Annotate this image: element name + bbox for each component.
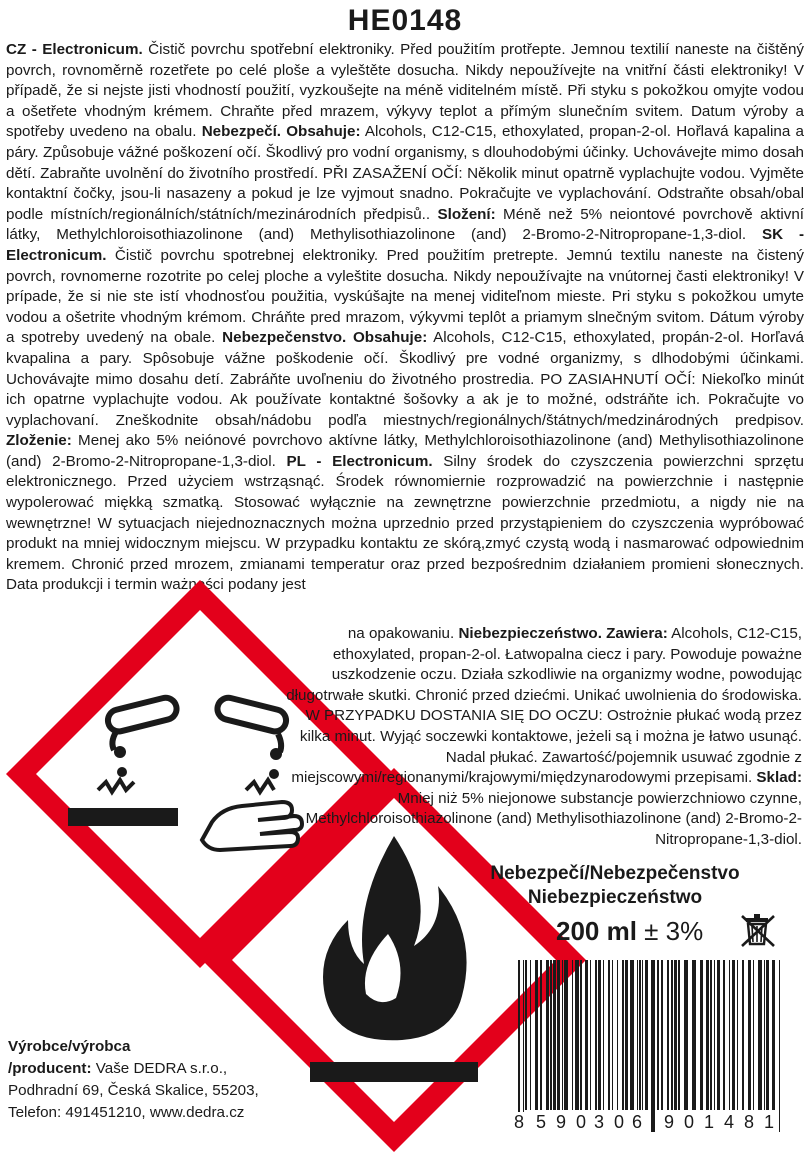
- barcode: [512, 960, 790, 1132]
- volume-value: 200 ml: [556, 916, 637, 946]
- main-text-2: Méně než 5% neiontové povrchově aktivní látky, Methylchloroisothiazolinone (and) Methylisothiazolinone (and) 2-Bromo-2-Nitropropane-1,3-diol.: [6, 205, 804, 244]
- barcode-bar: [661, 960, 663, 1110]
- right-text-1: Alcohols, C12-C15, ethoxylated, propan-2-ol. Łatwopalna ciecz i pary. Powoduje poważne uszkodzenie oczu. Działa szkodliwie na organizmy wodne, powodując długotrwałe skutki. Chronić przed dziećmi. Unikać uwolnienia do środowiska. W PRZYPADKU DOSTANIA SIĘ DO OCZU: Ostrożnie płukać wodą przez kilka minut. Wyjąć soczewki kontaktowe, jeżeli są i można je łatwo usunąć. Nadal płukać. Zawartość/pojemnik usuwać zgodnie z miejscowymi/regionanymi/krajowymi/międzynarodowymi przepisami.: [286, 625, 802, 787]
- barcode-bar: [598, 960, 601, 1110]
- barcode-bar: [550, 960, 552, 1110]
- right-text-0: na opakowaniu.: [347, 625, 459, 642]
- main-instructions-text: [6, 40, 804, 596]
- barcode-bar: [642, 960, 643, 1110]
- barcode-digit: 9: [555, 1112, 567, 1132]
- barcode-bar: [562, 960, 563, 1110]
- barcode-bar: [630, 960, 634, 1110]
- barcode-digit: 4: [723, 1112, 735, 1132]
- barcode-bar: [706, 960, 709, 1110]
- barcode-bar: [657, 960, 659, 1110]
- right-bold-2: Sklad:: [756, 769, 802, 787]
- barcode-bar: [753, 960, 754, 1110]
- producer-label-2: /producent:: [8, 1060, 92, 1077]
- barcode-bar: [678, 960, 680, 1110]
- barcode-bar: [764, 960, 765, 1110]
- barcode-digit: 3: [593, 1112, 605, 1132]
- barcode-bar: [622, 960, 624, 1110]
- barcode-bar: [723, 960, 725, 1110]
- main-text-5: Menej ako 5% neiónové povrchovo aktívne látky, Methylchloroisothiazolinone (and) Methylisothiazolinone (and) 2-Bromo-2-Nitropropane-1,3-diol.: [6, 432, 804, 470]
- barcode-bar: [766, 960, 769, 1110]
- main-bold-0: CZ - Electronicum.: [6, 41, 143, 58]
- barcode-bar: [585, 960, 588, 1110]
- barcode-digit: 6: [631, 1112, 643, 1132]
- right-bold-1: Niebezpieczeństwo. Zawiera:: [458, 625, 668, 642]
- barcode-bar: [608, 960, 610, 1110]
- main-text-1: Alcohols, C12-C15, ethoxylated, propan-2-ol. Hořlavá kapalina a páry. Způsobuje vážné poškození očí. Škodlivý pro vodní organismy, s dlouhodobými účinky. Uchovávejte mimo dosah dětí. Zabraňte uvolnění do životního prostředí. PŘI ZASAŽENÍ OČÍ: Několik minut opatrně vyplachujte vodou. Vyjměte kontaktní čočky, jsou-li nasazeny a pokud je lze vyjmout snadno. Pokračujte ve vyplachování. Odstraňte obsah/obal podle místních/regionálních/státních/mezinárodních předpisů..: [6, 123, 804, 223]
- main-bold-5: Zloženie:: [6, 432, 72, 450]
- main-bold-4: Nebezpečenstvo. Obsahuje:: [222, 329, 428, 347]
- polish-continued-text: [282, 624, 802, 851]
- barcode-bar: [625, 960, 628, 1110]
- main-bold-2: Složení:: [437, 205, 496, 223]
- producer-name: Vaše DEDRA s.r.o.,: [91, 1060, 228, 1077]
- main-text-6: Silny środek do czyszczenia powierzchni sprzętu elektronicznego. Przed użyciem wstrząsnąć. Środek równomiernie rozprowadzić na powierzchnie i następnie wypolerować miękką szmatką. Stosować wyłącznie na zewnętrzne powierzchnie przedmiotu, a nigdy nie na wewnętrzne! W sytuacjach niejednoznacznych można uprzednio przed przystąpieniem do czyszczenia wypróbować produkt na mniej widocznym miejscu. W przypadku kontaktu ze skórą,zmyć czystą wodą i nasmarować odpowiednim kremem. Chronić przed mrozem, zmianami temperatur oraz przed bezpośrednim działaniem promieni słonecznych. Data produkcji i termin ważności podany jest: [6, 452, 804, 594]
- barcode-bar: [590, 960, 591, 1110]
- barcode-bar: [758, 960, 762, 1110]
- barcode-bar: [714, 960, 715, 1110]
- barcode-bar: [617, 960, 618, 1110]
- barcode-bar: [692, 960, 696, 1110]
- barcode-bar: [684, 960, 688, 1110]
- barcode-digit: 0: [575, 1112, 587, 1132]
- main-text-4: Alcohols, C12-C15, ethoxylated, propán-2-ol. Horľavá kvapalina a pary. Spôsobuje vážne poškodenie očí. Škodlivý pre vodné organizmy, s dlhodobými účinkami. Uchovávajte mimo dosahu detí. Zabráňte uvoľneniu do životného prostredia. PO ZASIAHNUTÍ OČÍ: Niekoľko minút ich opatrne vyplachujte vodou. Ak používate kontaktné šošovky a ak je to možné, odstráňte ich. Pokračujte vo vyplachovaní. Zneškodnite obsah/nádobu podľa miestnych/regionálnych/štátnych/medzinárodných predpisov.: [6, 329, 804, 429]
- barcode-digit: 8: [743, 1112, 755, 1132]
- barcode-bar: [518, 960, 520, 1132]
- barcode-bar: [525, 960, 527, 1110]
- main-bold-6: PL - Electronicum.: [286, 452, 433, 470]
- barcode-bar: [700, 960, 703, 1110]
- barcode-bar: [540, 960, 542, 1110]
- barcode-bar: [546, 960, 549, 1110]
- barcode-bar: [732, 960, 735, 1110]
- barcode-digit: 1: [703, 1112, 715, 1132]
- signal-word: [420, 862, 810, 910]
- barcode-digit: 0: [613, 1112, 625, 1132]
- barcode-bar: [603, 960, 604, 1110]
- barcode-bar: [772, 960, 775, 1110]
- waste-bin-icon: [738, 912, 778, 948]
- barcode-bar: [717, 960, 720, 1110]
- barcode-digit: 9: [663, 1112, 675, 1132]
- barcode-digit: 5: [535, 1112, 547, 1132]
- barcode-digit: 0: [683, 1112, 695, 1132]
- barcode-bar: [639, 960, 641, 1110]
- barcode-bar: [564, 960, 568, 1110]
- signal-word-cz-sk: Nebezpečí/Nebezpečenstvo: [490, 863, 740, 884]
- barcode-bar: [553, 960, 556, 1110]
- main-bold-3: SK - Electronicum.: [6, 226, 804, 264]
- barcode-bar: [595, 960, 597, 1110]
- barcode-bar: [742, 960, 744, 1110]
- barcode-bar: [530, 960, 531, 1110]
- producer-address: Podhradní 69, Česká Skalice, 55203,: [8, 1082, 259, 1099]
- barcode-bar: [523, 960, 524, 1132]
- product-code: HE0148: [347, 4, 463, 37]
- signal-word-pl: Niebezpieczeństwo: [527, 887, 703, 908]
- barcode-bar: [651, 960, 655, 1132]
- main-text-3: Čistič povrchu spotrebnej elektroniky. Pred použitím pretrepte. Jemnú textilu naneste na čistený povrch, rovnomerne rozotrite po celej ploche a vyleštite dosucha. Nikdy nepoužívajte na vnútornej časti elektroniky! V prípade, že si nie ste istí vhodnosťou použitia, vyskúšajte na menej viditeľnom mieste. Pri styku s pokožkou umyte vodou a ošetrite vhodným krémom. Chráňte pred mrazom, výkyvmi teplôt a priamym slnečným svitom. Dátum výroby a spotreby uvedený na obale.: [6, 246, 804, 347]
- barcode-bar: [637, 960, 638, 1110]
- right-text-2: Mniej niż 5% niejonowe substancje powierzchniowo czynne, Methylchloroisothiazolinone (and) Methylisothiazolinone (and) 2-Bromo-2-Nitropropane-1,3-diol.: [305, 789, 802, 848]
- barcode-bar: [535, 960, 538, 1110]
- barcode-bar: [580, 960, 582, 1110]
- barcode-bar: [645, 960, 648, 1110]
- producer-contact: Telefon: 491451210, www.dedra.cz: [8, 1104, 245, 1121]
- barcode-bar: [572, 960, 573, 1110]
- barcode-digit: 8: [513, 1112, 525, 1132]
- barcode-bar: [557, 960, 560, 1110]
- barcode-bar: [575, 960, 579, 1110]
- producer-info: [8, 1036, 259, 1124]
- main-bold-1: Nebezpečí. Obsahuje:: [201, 123, 361, 141]
- barcode-bar: [779, 960, 780, 1132]
- barcode-bar: [671, 960, 673, 1110]
- barcode-bar: [737, 960, 738, 1110]
- barcode-bar: [674, 960, 677, 1110]
- barcode-bar: [729, 960, 730, 1110]
- barcode-bar: [612, 960, 613, 1110]
- volume-tolerance: ± 3%: [636, 916, 704, 946]
- volume-info: [556, 916, 703, 947]
- producer-label: Výrobce/výrobca: [8, 1038, 131, 1055]
- barcode-bar: [710, 960, 712, 1110]
- barcode-bar: [667, 960, 669, 1110]
- main-text-0: Čistič povrchu spotřební elektroniky. Před použitím protřepte. Jemnou textilií naneste na čištěný povrch, rovnoměrně rozetřete po celé ploše a vyleštěte dosucha. Nikdy nepoužívejte na vnitřní části elektroniky! V případě, že si nejste jisti vhodností použití, vyzkoušejte na méně viditelném místě. Při styku s pokožkou omyjte vodou a ošetřete vhodným krémem. Chraňte před mrazem, výkyvy teplot a přímým slunečním svitem. Datum výroby a spotřeby uvedeno na obalu.: [6, 41, 804, 141]
- barcode-bar: [748, 960, 751, 1110]
- barcode-digit: 1: [763, 1112, 775, 1132]
